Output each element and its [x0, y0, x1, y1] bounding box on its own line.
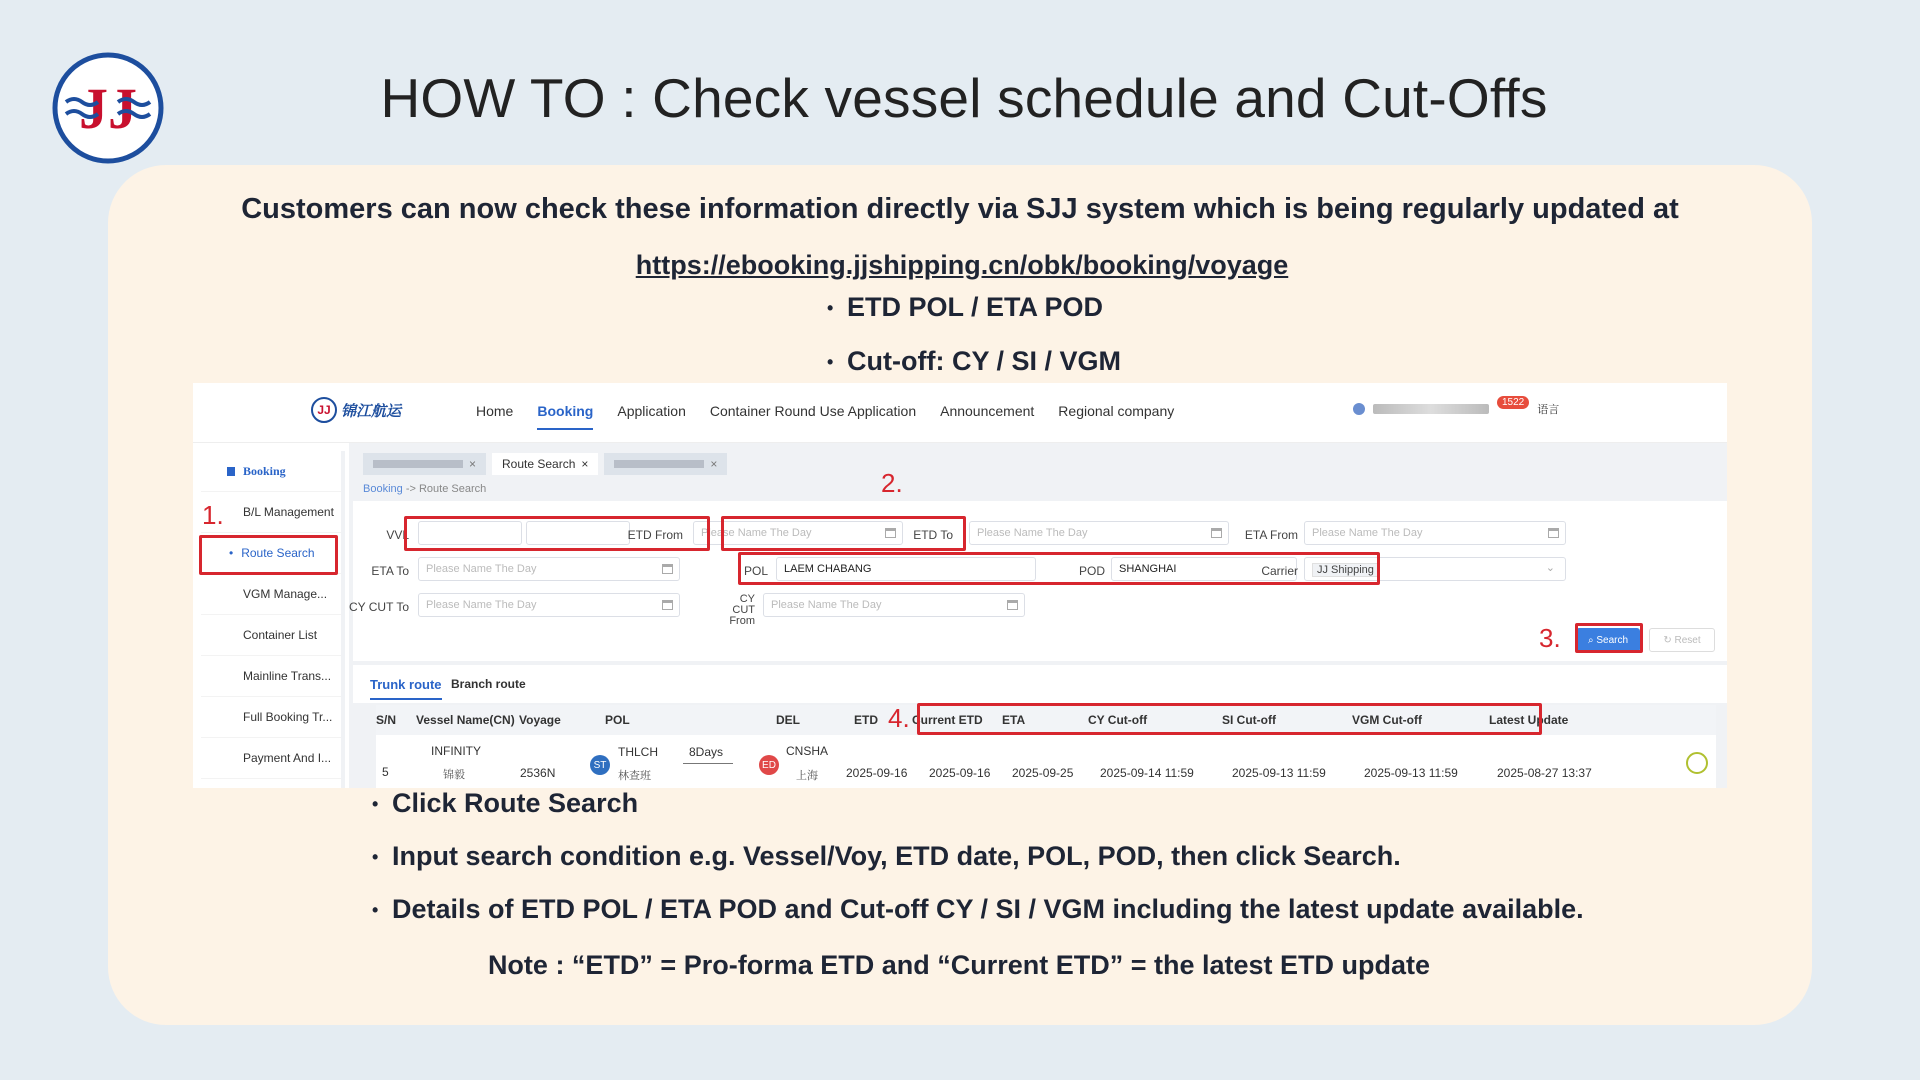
col-eta: ETA	[1002, 713, 1026, 727]
language-switch[interactable]: 语言	[1537, 404, 1560, 416]
calendar-icon	[662, 600, 673, 610]
step-1-marker: 1.	[202, 500, 224, 530]
nav-regional-company[interactable]: Regional company	[1058, 403, 1175, 419]
nav-home[interactable]: Home	[476, 403, 514, 419]
highlight-etd-from	[721, 516, 966, 551]
table-row[interactable]	[376, 735, 1716, 788]
status-icon[interactable]	[1686, 752, 1708, 774]
page-tabs	[363, 453, 727, 475]
cell-current-etd: 2025-09-16	[929, 766, 991, 780]
highlight-route-search	[199, 535, 338, 575]
pod-input[interactable]: SHANGHAI	[1111, 557, 1297, 581]
cell-si-cutoff: 2025-09-13 11:59	[1232, 766, 1326, 780]
sidebar-item-full-booking[interactable]: Full Booking Tr...	[201, 697, 341, 738]
app-header	[193, 383, 1727, 443]
highlight-pol-pod	[738, 552, 1380, 585]
svg-text:JJ: JJ	[79, 76, 137, 141]
app-screenshot	[193, 383, 1727, 788]
user-menu[interactable]	[1353, 396, 1560, 417]
note-text: Note : “ETD” = Pro-forma ETD and “Current ETD” = the latest ETD update	[487, 950, 1431, 980]
sidebar-item-vgm[interactable]: VGM Manage...	[201, 574, 341, 615]
cell-pol-cn: 林查班	[618, 770, 651, 782]
tab-route-search[interactable]: Route Search ×	[492, 453, 598, 475]
nav-booking[interactable]: Booking	[537, 403, 593, 430]
calendar-icon	[662, 564, 673, 574]
close-icon[interactable]: ×	[710, 457, 718, 471]
nav-application[interactable]: Application	[617, 403, 686, 419]
etd-to-label: ETD To	[913, 528, 953, 542]
search-icon: ⌕	[1587, 634, 1597, 646]
highlight-cutoff-columns	[917, 703, 1542, 735]
bullet-cutoff: • Cut-off: CY / SI / VGM	[847, 346, 1121, 377]
step-3-marker: 3.	[1539, 623, 1561, 653]
bullet-click-route-search: • Click Route Search	[392, 788, 638, 819]
etd-from-input[interactable]: Please Name The Day	[693, 521, 903, 545]
search-button[interactable]: ⌕ Search	[1576, 628, 1640, 652]
transit-line	[683, 763, 733, 764]
calendar-icon	[1548, 528, 1559, 538]
sidebar-item-container-list[interactable]: Container List	[201, 615, 341, 656]
cell-vessel-cn: 锦毅	[443, 769, 465, 781]
pol-input[interactable]: LAEM CHABANG	[776, 557, 1036, 581]
bullet-details: • Details of ETD POL / ETA POD and Cut-off CY / SI / VGM including the latest update available.	[392, 894, 1584, 925]
tab-redacted-1[interactable]	[363, 453, 486, 475]
page-title: HOW TO : Check vessel schedule and Cut-Offs	[380, 67, 1548, 129]
pol-label: POL	[743, 564, 768, 578]
eta-from-label: ETA From	[1244, 528, 1298, 542]
breadcrumb-booking[interactable]: Booking	[363, 483, 403, 495]
col-vgm-cutoff: VGM Cut-off	[1352, 713, 1422, 727]
cy-cut-to-input[interactable]: Please Name The Day	[418, 593, 680, 617]
calendar-icon	[1007, 600, 1018, 610]
cell-del-code: CNSHA	[786, 744, 829, 758]
app-logo[interactable]	[311, 397, 401, 423]
route-tabs	[353, 665, 1727, 703]
cell-pol-code: THLCH	[618, 745, 659, 759]
reset-button[interactable]: ↻ Reset	[1649, 628, 1715, 652]
cell-latest-update: 2025-08-27 13:37	[1497, 766, 1592, 780]
bullet-etd-eta: • ETD POL / ETA POD	[847, 292, 1103, 323]
carrier-label: Carrier	[1261, 564, 1298, 578]
highlight-search-button	[1575, 623, 1643, 653]
ebooking-link[interactable]: https://ebooking.jjshipping.cn/obk/booking/voyage	[635, 250, 1289, 280]
sidebar-header-booking[interactable]: Booking	[201, 451, 341, 492]
close-icon[interactable]: ×	[469, 457, 477, 471]
tab-redacted-2[interactable]	[604, 453, 727, 475]
col-si-cutoff: SI Cut-off	[1222, 713, 1276, 727]
chevron-down-icon: ⌄	[1545, 562, 1555, 574]
highlight-vvl	[404, 516, 710, 551]
cy-cut-to-label: CY CUT To	[348, 600, 409, 614]
col-vessel: Vessel Name(CN)	[416, 713, 515, 727]
col-voyage: Voyage	[519, 713, 561, 727]
col-sn: S/N	[376, 713, 397, 727]
breadcrumb: Booking -> Route Search	[363, 483, 487, 495]
carrier-tag: JJ Shipping	[1312, 563, 1379, 577]
app-logo-icon: JJ	[311, 397, 337, 423]
cell-etd: 2025-09-16	[846, 766, 908, 780]
etd-to-input[interactable]: Please Name The Day	[969, 521, 1229, 545]
vvl-label: VVL	[386, 528, 409, 542]
user-icon	[1353, 403, 1365, 415]
close-icon[interactable]: ×	[581, 457, 589, 471]
pol-start-icon: ST	[590, 755, 610, 775]
col-del: DEL	[776, 713, 800, 727]
eta-from-input[interactable]: Please Name The Day	[1304, 521, 1566, 545]
main-nav	[476, 403, 1174, 430]
calendar-icon	[1211, 528, 1222, 538]
cell-sn: 5	[382, 765, 389, 779]
cy-cut-from-input[interactable]: Please Name The Day	[763, 593, 1025, 617]
col-pol: POL	[605, 713, 630, 727]
breadcrumb-route-search: Route Search	[418, 483, 487, 495]
etd-from-label: ETD From	[627, 528, 683, 542]
cell-del-cn: 上海	[796, 770, 818, 782]
step-4-marker: 4.	[888, 703, 910, 733]
cy-cut-from-label: CY CUT From	[729, 593, 755, 627]
cell-cy-cutoff: 2025-09-14 11:59	[1100, 766, 1194, 780]
del-end-icon: ED	[759, 755, 779, 775]
username-redacted	[1373, 404, 1489, 414]
sidebar-item-route-search[interactable]: • Route Search	[201, 533, 341, 574]
bookmark-icon	[227, 467, 235, 476]
cell-voyage: 2536N	[520, 766, 556, 780]
col-current-etd: Current ETD	[912, 713, 983, 727]
col-etd: ETD	[854, 713, 878, 727]
sidebar-item-payment[interactable]: Payment And I...	[201, 738, 341, 779]
col-cy-cutoff: CY Cut-off	[1088, 713, 1148, 727]
sidebar-item-mainline[interactable]: Mainline Trans...	[201, 656, 341, 697]
tab-branch-route[interactable]: Branch route	[451, 677, 526, 691]
cell-eta: 2025-09-25	[1012, 766, 1074, 780]
step-2-marker: 2.	[881, 468, 903, 498]
tab-trunk-route[interactable]: Trunk route	[370, 677, 442, 700]
eta-to-label: ETA To	[371, 564, 409, 578]
notification-badge[interactable]: 1522	[1497, 396, 1529, 409]
bullet-input-conditions: • Input search condition e.g. Vessel/Voy, ETD date, POL, POD, then click Search.	[392, 841, 1401, 872]
cell-transit: 8 Days	[689, 745, 724, 759]
pod-label: POD	[1078, 564, 1105, 578]
app-brand-name: 锦江航运	[341, 402, 402, 420]
cell-vessel: INFINITY	[431, 744, 481, 758]
cell-vgm-cutoff: 2025-09-13 11:59	[1364, 766, 1458, 780]
nav-container-round-use[interactable]: Container Round Use Application	[709, 403, 917, 419]
col-latest-update: Latest Update	[1489, 713, 1569, 727]
nav-announcement[interactable]: Announcement	[940, 403, 1035, 419]
reset-icon: ↻	[1663, 634, 1675, 646]
intro-text: Customers can now check these information directly via SJJ system which is being regularly updated at	[241, 193, 1679, 225]
eta-to-input[interactable]: Please Name The Day	[418, 557, 680, 581]
sidebar-item-bl-management[interactable]: B/L Management	[201, 492, 341, 533]
